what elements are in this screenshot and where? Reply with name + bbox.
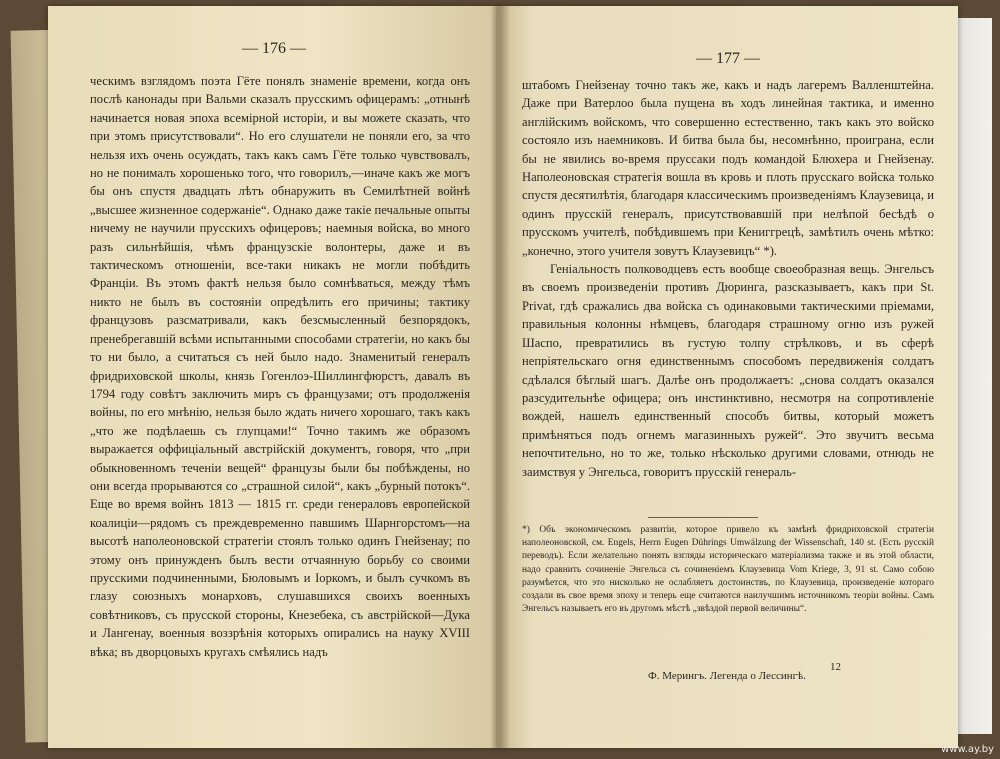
watermark: www.ay.by: [941, 744, 994, 755]
footnote-divider: [648, 517, 758, 518]
page-number-right: — 177 —: [696, 50, 760, 67]
right-page-body: [522, 76, 934, 481]
right-paragraph-1: штабомъ Гнейзенау точно такъ же, какъ и надъ лагеремъ Валленштейна. Даже при Ватерлоо была пущена въ ходъ линейная тактика, и именно англійскимъ войскомъ, что совершенно естественно, такъ какъ это войско состояло изъ наемниковъ. И битва была бы, несомнѣнно, проиграна, если бы не явились во-время пруссаки подъ командой Блюхера и Гнейзенау. Наполеоновская стратегія вошла въ кровь и плоть прусскаго войска только спустя десятилѣтія, благодаря классическимъ произведеніямъ Клаузевица, и одинъ прусскій генералъ, присутствовавшій при нелѣпой бесѣдѣ о прусскомъ учителѣ, побѣдившемъ при Кениггрецѣ, замѣтилъ очень мѣтко: „конечно, этого учителя зовутъ Клаузевицъ“ *).: [522, 78, 934, 258]
book-gutter: [490, 6, 510, 748]
left-page-body: [90, 72, 470, 661]
right-paragraph-2: Геніальность полководцевъ есть вообще своеобразная вещь. Энгельсъ въ своемъ произведеніи противъ Дюринга, разсказываетъ, какъ при St. Privat, гдѣ сражались два войска съ одинаковыми тактическими пріемами, правильныя колонны нѣмцевъ, благодаря страшному огню изъ ружей Шаспо, превратились въ густую толпу стрѣлковъ, и въ сферѣ непріятельскаго огня единственнымъ способомъ передвиженія солдатъ сдѣлался бѣглый шагъ. Далѣе онъ продолжаетъ: „снова солдатъ оказался разсудительнѣе офицера; онъ инстинктивно, несмотря на сопротивленіе вождей, нашелъ единственный способъ битвы, который можетъ примѣняться подъ огнемъ магазинныхъ ружей“. Это звучитъ весьма непочтительно, но то же, только нѣсколько другими словами, отнюдь не заимствуя у Энгельса, говоритъ прусскій генераль-: [522, 262, 934, 479]
signature-line: Ф. Мерингъ. Легенда о Лессингѣ.: [648, 670, 806, 682]
left-paragraph: ческимъ взглядомъ поэта Гёте понялъ знаменіе времени, когда онъ послѣ канонады при Вальми сказалъ прусскимъ офицерамъ: „отнынѣ начинается новая эпоха всемірной исторіи, и вы можете сказать, что при этомъ присутствовали“. Но его слушатели не поняли его, за что нельзя ихъ очень осуждать, такъ какъ самъ Гёте только чувствовалъ, но не понималъ хорошенько того, что говорилъ,—иначе какъ же могъ бы онъ спустя двадцать лѣтъ обнаружить въ Семилѣтней войнѣ „высшее жизненное содержаніе“. Однако даже такіе печальные опыты ничему не научили прусскихъ офицеровъ; наемныя войска, во много разъ сильнѣйшія, чѣмъ французскіе волонтеры, даже и въ тактическомъ отношеніи, все-таки никакъ не могли побѣдить Франціи. Въ этомъ фактѣ нельзя было сомнѣваться, между тѣмъ никто не былъ въ состояніи опредѣлить его причины; тактику французовъ разсматривали, какъ безсмысленный безпорядокъ, пренебрегавшій всѣми испытанными способами стратегіи, но какъ бы то ни было, а считаться съ ней было надо. Знаменитый генералъ фридриховской школы, князь Гогенлоэ-Шиллингфюрстъ, давалъ въ 1794 году совѣтъ заключить миръ съ французами; отъ продолженія войны, по его мнѣнію, нельзя было ждать ничего хорошаго, такъ какъ „что же подѣлаешь съ глупцами!“ Точно такимъ же образомъ выражается оффиціальный австрійскій документъ, говоря, что „при обыкновенномъ теченіи вещей“ французы были бы побѣждены, но они всегда прорываются со „страшной силой“, какъ „бурный потокъ“. Еще во время войнъ 1813 — 1815 гг. среди генераловъ европейской коалиціи—рядомъ съ преждевременно павшимъ Шарнгорстомъ—на высотѣ наполеоновской стратегіи стоялъ только одинъ Гнейзенау; по этому онъ принужденъ былъ вести отчаянную борьбу со своими прусскими подчиненными, Бюловымъ и Іоркомъ, и былъ сучкомъ въ глазу союзныхъ монарховъ, слушавшихся своихъ военныхъ совѣтниковъ, съ прусской стороны, Кнезебека, съ австрійской—Дука и Лангенау, военныя воззрѣнія которыхъ опирались на науку XVIII вѣка; въ дворцовыхъ кругахъ смѣялись надъ: [90, 74, 470, 659]
sheet-number: 12: [830, 661, 841, 673]
page-number-left: — 176 —: [242, 40, 306, 57]
right-page: [498, 6, 958, 748]
footnote: *) Объ экономическомъ развитіи, которое привело къ замѣнѣ фридриховской стратегіи наполеоновской, см. Engels, Herrn Eugen Dührings Umwälzung der Wissenschaft, 140 st. (Есть русскій переводъ). Если желательно понять взгляды историческаго матеріализма также и въ этой области, надо сравнить сочиненіе Энгельса съ сочиненіемъ Клаузевица Vom Kriege, 3, 91 st. Само собою разумѣется, что это нисколько не ослабляетъ достоинствъ, по Клаузевица, произведеніе котораго создали въ свое время эпоху и теперь еще считаются наилучшимъ источникомъ теоріи войны. Самъ Энгельсъ называетъ его въ другомъ мѣстѣ „звѣздой первой величины“.: [522, 525, 934, 615]
left-page: [48, 6, 500, 748]
